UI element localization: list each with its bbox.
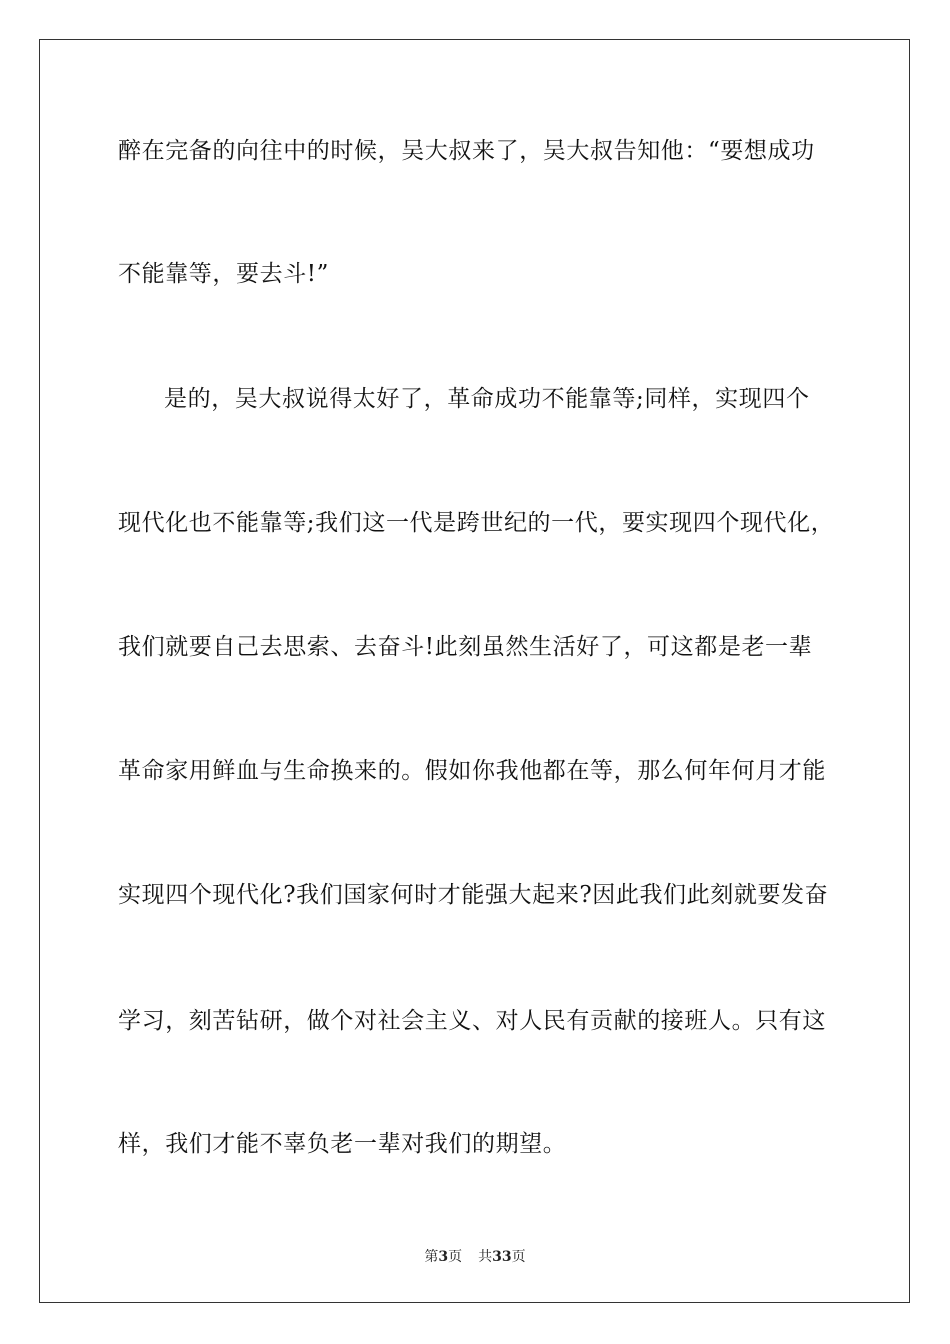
paragraph-line: 不能靠等，要去斗!”: [118, 261, 330, 287]
total-pages-suffix: 页: [511, 1249, 526, 1265]
paragraph-line: 学习，刻苦钻研，做个对社会主义、对人民有贡献的接班人。只有这: [118, 1008, 826, 1034]
paragraph-line: 现代化也不能靠等;我们这一代是跨世纪的一代，要实现四个现代化，: [118, 510, 835, 536]
page-number: 3: [438, 1249, 449, 1265]
paragraph-line: 实现四个现代化?我们国家何时才能强大起来?因此我们此刻就要发奋: [118, 882, 829, 908]
paragraph-line: 样，我们才能不辜负老一辈对我们的期望。: [118, 1131, 567, 1157]
page-border: [39, 39, 910, 1303]
page-number-prefix: 第: [424, 1249, 439, 1265]
page-footer: [0, 1248, 950, 1266]
total-pages-prefix: 共: [478, 1249, 493, 1265]
page-number-suffix: 页: [448, 1249, 463, 1265]
total-pages: 33: [492, 1249, 512, 1265]
paragraph-line: 是的，吴大叔说得太好了，革命成功不能靠等;同样，实现四个: [164, 386, 810, 412]
paragraph-line: 革命家用鲜血与生命换来的。假如你我他都在等，那么何年何月才能: [118, 758, 826, 784]
paragraph-line: 醉在完备的向往中的时候，吴大叔来了，吴大叔告知他：“要想成功: [118, 138, 815, 164]
paragraph-line: 我们就要自己去思索、去奋斗!此刻虽然生活好了，可这都是老一辈: [118, 634, 813, 660]
